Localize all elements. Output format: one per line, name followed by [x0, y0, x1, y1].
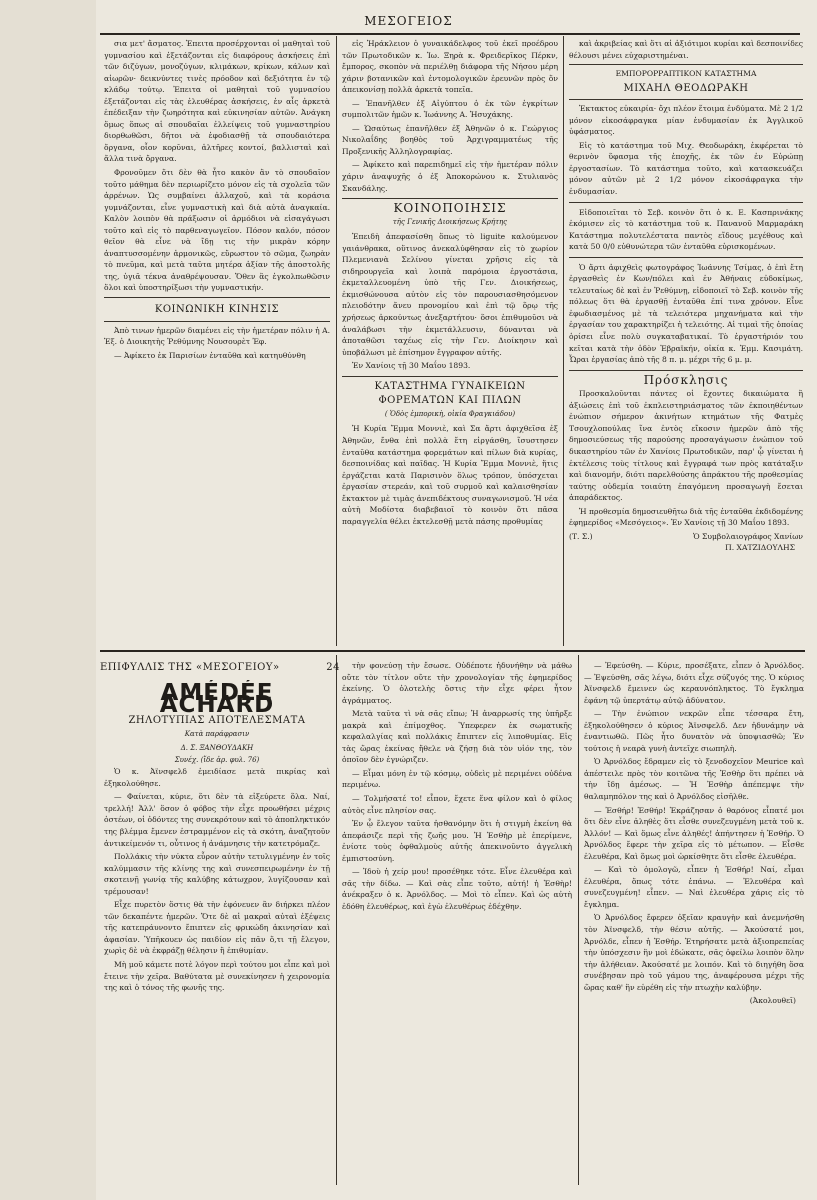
- shop-heading: ΚΑΤΑΣΤΗΜΑ ΓΥΝΑΙΚΕΙΩΝ: [374, 380, 526, 392]
- column-1-top: σια μετ' ἄσματος. Ἐπειτα προσέρχονται οἱ μαθηταὶ τοῦ γυμνασίου καὶ ἐξετάζονται εἰς διαφόρους ἀσκήσεις ἐπὶ τῶν διζύγων, μονοζύγων, κλιμάκων, κρίκων, κάλων καὶ αἰωρῶν· δεικνύντες τινὲς πρόοδον καὶ δεξιότητα ἐν τῷ κλάδῳ τούτῳ. Ἐπειτα οἱ μαθηταὶ τοῦ γυμνασίου ἐξετάζονται εἰς τὰς ἐλευθέρας ἀσκήσεις, ἐν αἷς ἀρκετὰ ἐπέδειξαν τὴν ζωηρότητα καὶ εὐκινησίαν αὐτῶν. Ἀνάγκη ὅμως ὅπως αἱ σπουδαῖαι ἐλλείψεις τοῦ γυμναστηρίου διορθωθῶσι, δῆτοι νὰ ἐφοδιασθῇ τὰ σπουδαιότερα ὄργανα, οἷον κορῦναι, ἁλτῆρες κοντοί, βαλλισταὶ καὶ ἄλλα τινὰ ὄργανα. Φρονοῦμεν ὅτι δὲν θὰ ἦτο κακὸν ἂν τὸ σπουδαῖον τοῦτο μάθημα δὲν περιωρίζετο μόνον εἰς τὰ σχολεῖα τῶν ἀρρένων. Ὡς συμβαίνει ἀλλαχοῦ, καὶ τὰ κοράσια γυμνάζονται, εἶνε γυμναστικὴ καὶ διὰ αὐτὰ ἀναγκαία. Καλὸν λοιπὸν θὰ πράξωσιν οἱ ἁρμόδιοι νὰ εἰσαγάγωσι τοῦτο καὶ εἰς τὸ παρθεναγωγεῖον. Πόσον καλόν, πόσον θεῖον θὰ εἶνε νὰ ἴδῃ τις τὴν μικρὰν κόρην ἀναπτυσσομένην ἁρμονικῶς, εὔρωστον τὸ σῶμα, ζωηρὰν τὸ πνεῦμα, καὶ μετὰ ταῦτα μητέρα ἀξίαν τῆς ἀποστολῆς της, ὑγιᾶ τέκνα ἀναθρέψουσαν. Ὅθεν ἂς ἐγκολπωθῶσιν ὅλοι καὶ ὑποστηρίξωσι τὴν γυμναστικήν. ΚΟΙΝΩΝΙΚΗ ΚΙΝΗΣΙΣ Ἀπὸ τινων ἡμερῶν διαμένει εἰς τὴν ἡμετέραν πόλιν ἡ Α. Ἐξ. ὁ Διοικητὴς Ῥεθύμνης Νουσουρὲτ Ἐφ. — Ἀφίκετο ἐκ Παρισίων ἐνταῦθα καὶ κατηυθύνθη: [104, 39, 330, 360]
- invitation-heading: Πρόσκλησις: [643, 372, 729, 387]
- left-margin: [0, 0, 96, 1200]
- column-2-bottom: τὴν φονεύσῃ τὴν ἔσωσε. Οὐδέποτε ἠδυνήθην νὰ μάθω οὔτε τὸν τίτλον οὔτε τὴν χρονολογίαν τῆς ἐφημερίδος ἐκείνης. Ὁ ὁλοτελὴς ὅστις τὴν εἶχε φέρει ἦτον ἀγράμματος. Μετὰ ταῦτα τὶ νὰ σᾶς εἴπω; Ἡ ἀναρρωσίς της ὑπῆρξε μακρὰ καὶ ἐπίμοχθος. Ὑπεφερεν ἐκ σωματικῆς κεφαλαλγίας καὶ πολλάκις ἔπιπτεν εἰς λιποθυμίας. Εἰς τὰς ὥρας ἐκείνας ἤθελε νὰ ζήσῃ διὰ τὸν υἱόν της, τὸν ὁποῖον δὲν ἐγνώριζεν. — Εἶμαι μόνη ἐν τῷ κόσμῳ, οὐδεὶς μὲ περιμένει οὐδένα περιμένω. — Τολμήσατέ το! εἶπον, ἔχετε ἕνα φίλον καὶ ὁ φίλος αὐτὸς εἶνε πλησίον σας. Ἐν ᾧ ἔλεγον ταῦτα ἠσθανόμην ὅτι ἡ στιγμὴ ἐκείνη θὰ ἀπεφάσιζε περὶ τῆς ζωῆς μου. Ἡ Ἐσθὴρ μὲ ἐπερίμενε, ἐνίοτε τοὺς ὀφθαλμοὺς αὐτῆς ἀπεκινοῦντο ἀγγελικὴ ἐμπιστοσύνη. — Ἰδοὺ ἡ χείρ μου! προσέθηκε τότε. Εἶνε ἐλευθέρα καὶ σᾶς τὴν δίδω. — Καὶ σὰς εἶπε τοῦτο, αὐτή! ἡ Ἐσθὴρ! ἀνέκραξεν ὁ κ. Ἀρνόλδος. — Μοὶ τὸ εἶπεν. Καὶ ὡς αὐτὴ ἐδόθη ἐλευθέρως, καὶ ἐγὼ ἐλευθέρως ἐδέχθην.: [342, 661, 572, 911]
- column-rule: [336, 655, 337, 1185]
- notice-subheading: τῆς Γενικῆς Διοικήσεως Κρήτης: [392, 217, 508, 226]
- notice-heading: ΚΟΙΝΟΠΟΙΗΣΙΣ: [393, 201, 507, 216]
- column-rule: [563, 36, 564, 646]
- column-rule: [578, 655, 579, 1185]
- ad-heading: ΕΜΠΟΡΟΡΡΑΠΤΙΚΟΝ ΚΑΤΑΣΤΗΜΑ: [615, 69, 757, 79]
- section-heading: ΚΟΙΝΩΝΙΚΗ ΚΙΝΗΣΙΣ: [154, 304, 280, 316]
- author-name: AMÉDÉE ACHARD: [159, 680, 275, 718]
- novel-title: ΖΗΛΟΤΥΠΙΑΣ ΑΠΟΤΕΛΕΣΜΑΤΑ: [128, 715, 306, 727]
- masthead: ΜΕΣΟΓΕΙΟΣ: [364, 14, 453, 28]
- section-divider: [100, 650, 805, 652]
- shop-subheading: ( Ὁδὸς ἐμπορικὴ, οἰκία Φραγκιάδου): [384, 409, 516, 418]
- ad-name: ΜΙΧΑΗΛ ΘΕΟΔΩΡΑΚΗ: [623, 82, 749, 94]
- column-1-bottom: AMÉDÉE ACHARD ΖΗΛΟΤΥΠΙΑΣ ΑΠΟΤΕΛΕΣΜΑΤΑ Κατὰ παράφρασιν Δ. Σ. ΞΑΝΘΟΥΔΑΚΗ Συνέχ. (ἴδε ἀρ. φυλ. 76) Ὁ κ. Ἀϊνσφελδ ἐμειδίασε μετὰ πικρίας καὶ ἐξηκολούθησε. — Φαίνεται, κύριε, ὅτι δὲν τὰ εἰξεύρετε ὅλα. Ναί, τρελλή! Ἀλλ' ὅσον ὁ φόβος τὴν εἶχε προωθήσει μέχρις ὀστέων, οἱ ὀδόντες της συνεκρότουν καὶ τὸ ἀποπληκτικόν της βλέμμα ἔμενεν ἐστραμμένον εἰς τὰ σκότη, ἀναζητοῦν ἀντικείμενόν τι, οὗτινος ἡ ἀνάμνησις τὴν κατετρόμαζε. Πολλάκις τὴν νύκτα εὗρον αὐτὴν τετυλιγμένην ἐν τοῖς καλύμμασιν τῆς κλίνης της καὶ συνεσπειρωμένην ἐν τῇ σκοτεινῇ γωνίᾳ τῆς καλύβης κάτωχρον, λυγίζουσαν καὶ τρέμουσαν! Εἶχε πυρετὸν ὅστις θὰ τὴν ἐφόνευεν ἂν διήρκει πλέον τῶν δεκαπέντε ἡμερῶν. Ὅτε δὲ αἱ μακραὶ αὐταὶ ἐξέψεις τῆς κατεπράυνοντο ἔπιπτεν εἰς φρικώδη ἀκινησίαν καὶ ἀφασίαν. Ὑπῆκουεν ὡς παιδίον εἰς πᾶν ὅ,τι τῇ ἔλεγον, χωρὶς δὲ νὰ ἐκφράζῃ θέλησιν ἢ ἐπιθυμίαν. Μὴ μοῦ κάμετε ποτὲ λόγον περὶ τούτου μοι εἶπε καὶ μοὶ ἔτεινε τὴν χεῖρα. Βαθύτατα μὲ συνεκίνησεν ἡ χειρονομία της καὶ ὁ τόνος τῆς φωνῆς της.: [104, 680, 330, 993]
- shop-heading-2: ΦΟΡΕΜΑΤΩΝ ΚΑΙ ΠΙΛΩΝ: [378, 395, 522, 407]
- column-3-bottom: — Ἐφεύσθη. — Κύριε, προσέξατε, εἶπεν ὁ Ἀρνόλδος. — Ἐψεύσθη, σᾶς λέγω, διότι εἶχε σύζυγός της. Ὁ κύριος Ἀϊνσφελδ ἔμεινεν ὡς κεραυνόπληκτος. Τὸ ἔγκλημα ἐφάνη τῷ ὑπερτάτῳ αὐτῷ ἀδύνατον. — Τὴν ἐνώπιον νεκρῶν εἶπε τέσσαρα ἔτη, ἐξηκολούθησεν ὁ κύριος Ἀϊνσφελδ. Δεν ἠδυνάμην νὰ ἐναντιωθῶ. Πῶς ἦτο δυνατὸν νὰ ὑποψιασθῶ; Ἐν τούτοις ἡ νεαρὰ γυνὴ ἀντεῖχε σιωπηλὴ. Ὁ Ἀρνόλδος ἔδραμεν εἰς τὸ ξενοδοχεῖον Meurice καὶ ἀπέστειλε πρὸς τὸν κοιτῶνα τῆς Ἐσθὴρ ὅτι πρέπει νὰ τὴν ἴδῃ ἀμέσως. — Ἡ Ἐσθὴρ ἀπέπεμψε τὴν θαλαμηπόλον της καὶ ὁ Ἀρνόλδος εἰσῆλθε. — Ἐσθήρ! Ἐσθήρ! Ἐκράζησαν ὁ θαρόνος εἶπατέ μοι ὅτι δὲν εἶνε ἀληθὲς ὅτι εἶσθε συνεζευγμένη μετὰ τοῦ κ. Ἀλλόν! — Καὶ ὅμως εἶνε ἀληθές! ἀπήντησεν ἡ Ἐσθήρ. Ὁ Ἀρνόλδος ἔφερε τὴν χεῖρα εἰς τὸ μέτωπον. — Εἶσθε ἐλευθέρα, Καὶ ὅμως μοὶ ὡρκίσθητε ὅτι εἶσθε ἐλευθέρα. — Καὶ τὸ ὁμολογῶ, εἶπεν ἡ Ἐσθήρ! Ναί, εἶμαι ἐλευθέρα, ὅπως τότε ἐπάνω. — Ἐλευθέρα καὶ συνεζευγμένη! εἶπεν. — Ναὶ ἐλευθέρα χάρις εἰς τὸ ἔγκλημα. Ὁ Ἀρνόλδος ἔφερεν ὀξεῖαν κραυγὴν καὶ ἀνεμνήσθη τὸν Ἀϊνσφελδ, τὴν θέσιν αὐτῆς. — Ἀκούσατέ μοι, Ἀρνόλδε, εἶπεν ἡ Ἐσθήρ. Ἐτηρήσατε μετὰ ἀξιοπρεπείας τὴν ὑπόσχεσιν ἣν μοὶ ἐδώκατε, σᾶς ὀφείλω λοιπὸν ὅλην τὴν ἀλήθειαν. Ἀκούσατέ με λοιπόν. Καὶ τὸ διηγήθη ὅσα συνέβησαν πρὸ τοῦ γάμου της, ἀναφέρουσα μέχρι τῆς ὥρας καθ' ἣν εὑρέθη εἰς τὴν πτωχὴν καλύβην. (Ἀκολουθεῖ): [584, 661, 804, 1006]
- feuilleton-header: ΕΠΙΦΥΛΛΙΣ ΤΗΣ «ΜΕΣΟΓΕΙΟΥ» 24: [100, 662, 340, 673]
- masthead-rule: [100, 33, 800, 35]
- column-rule: [336, 36, 337, 646]
- column-3-top: καὶ ἀκριβείας καὶ ὅτι αἱ ἀξιότιμοι κυρίαι καὶ δεσποινίδες θέλουσι μένει εὐχαριστημέναι. ΕΜΠΟΡΟΡΡΑΠΤΙΚΟΝ ΚΑΤΑΣΤΗΜΑ ΜΙΧΑΗΛ ΘΕΟΔΩΡΑΚΗ Ἐκτακτος εὐκαιρία· ὄχι πλέον ἕτοιμα ἐνδύματα. Μὲ 2 1/2 μόνον εἰκοσάφραγκα μίαν ἐνδυμασίαν ἐκ Ἀγγλικοῦ ὑφάσματος. Εἰς τὸ κατάστημα τοῦ Μιχ. Θεοδωράκη, ἐκφέρεται τὸ θερινὸν ὕφασμα τῆς ἐποχῆς, ἐκ τῶν ἐν Εὐρώπῃ ἐργοστασίων. Τὸ κατάστημα τοῦτο, καὶ κατασκευάζει μόνον αὐτῶν μὲ 2 1/2 μόνον εἰκοσάφραγκα τὴν ἐνδυμασίαν. Εἰδοποιεῖται τὸ Σεβ. κοινὸν ὅτι ὁ κ. Ε. Κασπρινάκης ἐκόμισεν εἰς τὸ κατάστημα τοῦ κ. Πανανοῦ Μαρμαράκη Κατάστημα πολυτελέστατα παντὸς εἴδους μεγέθους καὶ κατὰ 50 0/0 εὐθυνώτερα τῶν ἐνταῦθα εὑρισκομένων. Ὁ ἄρτι ἀφιχθεὶς φωτογράφος Ἰωάννης Τσίμας, ὁ ἐπὶ ἔτη ἐργασθεὶς ἐν Κων/πόλει καὶ ἐν Ἀθήναις εὐδοκίμως, τελευταίως δὲ καὶ ἐν Ῥεθύμνῃ, εἰδοποιεῖ τὸ Σεβ. κοινὸν τῆς πόλεως ὅτι θὰ ἐργασθῇ ἐνταῦθα ἐπί τινα χρόνον. Εἶνε ἐφωδιασμένος μὲ τὰ τελειότερα μηχανήματα καὶ τὴν ἐργασίαν του χαρακτηρίζει ἡ τελειότης. Αἱ τιμαὶ τῆς ὁποίας ὁρίσει εἶνε πολὺ συγκαταβατικαί. Τὸ ἐργαστήριόν του κεῖται κατὰ τὴν ὁδὸν Ἑβραϊκήν, οἰκία κ. Ἐμμ. Κασιμάτη. Ὧραι ἐργασίας ἀπὸ τῆς 8 π. μ. μέχρι τῆς 6 μ. μ. Πρόσκλησις Προσκαλοῦνται πάντες οἱ ἔχοντες δικαιώματα ἢ ἀξιώσεις ἐπὶ τοῦ ἐκπλειστηριάσματος τῶν ἐκποιηθέντων ἐνώπιον σήμερον ἀκινήτων κτημάτων τῆς Φατμὲς Τσουχλοπούλας ἵνα ἐντὸς εἴκοσιν ἡμερῶν ἀπὸ τῆς δημοσιεύσεως τῆς παρούσης προσαγάγωσιν ἐνώπιον τοῦ δικαστηρίου τῶν ἐν Χανίοις Πρωτοδικῶν, παρ' ᾧ γίνεται ἡ ἐκτέλεσις τοὺς τίτλους καὶ ἔγγραφά των πρὸς κατάταξιν καὶ διανομήν, διότι παρελθούσης ἀπράκτου τῆς προθεσμίας ταύτης οὐδεμία τοιαύτη ἐπαγόμενη προσαγωγὴ ἔσεται ἀπαράδεκτος. Ἡ προθεσμία δημοσιευθῆτω διὰ τῆς ἐνταῦθα ἐκδιδομένης ἐφημερίδος «Μεσόγειος». Ἐν Χανίοις τῇ 30 Μαΐου 1893. (Τ. Σ.) Ὁ Συμβολαιογράφος Χανίων Π. ΧΑΤΖΙΔΟΥΛΗΣ: [569, 39, 803, 553]
- column-2-top: εἰς Ἡράκλειον ὁ γυναικάδελφος τοῦ ἐκεῖ προέδρου τῶν Πρωτοδικῶν κ. Ἰω. Ξηρὰ κ. Φρειδερῖκος Πέρκν, ἔμπορος, σκοπὸν νὰ περιέλθῃ διάφορα τῆς Νήσου μέρη χάριν βοτανικῶν καὶ ἐντομολογικῶν ἐρευνῶν πρὸς ὅν ἀπεικονίσῃ πολλὰ ἀρκετὰ τοπεῖα. — Ἐπανῆλθεν ἐξ Αἰγύπτου ὁ ἐκ τῶν ἐγκρίτων συμπολιτῶν ἡμῶν κ. Ἰωάννης Α. Ἡσυχάκης. — Ὡσαύτως ἐπανῆλθεν ἐξ Ἀθηνῶν ὁ κ. Γεώργιος Νικολαΐδης βοηθὸς τοῦ Ἀρχιγραμματέως τῆς Προξενικῆς Ἀλληλογραφίας. — Ἀφίκετο καὶ παρεπιδημεῖ εἰς τὴν ἡμετέραν πόλιν χάριν ἀναψυχῆς ὁ ἐξ Ἀποκορώνου κ. Στυλιανὸς Σκανδάλης. ΚΟΙΝΟΠΟΙΗΣΙΣ τῆς Γενικῆς Διοικήσεως Κρήτης Ἐπειδὴ ἀπεφασίσθη ὅπως τὸ liguite καλούμενον γαιάνθρακα, οὕτινος ἀνεκαλύφθησαν εἰς τὸ χωρίον Πλεμενιανὰ Σελίνου γίνεται χρῆσις εἰς τὰ σιδηρουργεῖα καὶ λοιπὰ παρόμοια ἐργοστάσια, ἐκμεταλλευομένη ὑπὸ τῆς Γεν. Διοικήσεως, ἐκμισθώνουσα αὐτὸν εἰς τὸν παρουσιασθησόμενον πλειοδότην ἄνευ προνομίου καὶ ἐπὶ τῷ ὅρῳ τῆς χρήσεως ἀρκούντως ἀνεξαρτήτου· ὅσοι ἐπιθυμοῦσι νὰ ἀναλάβωσι τὴν ἐκμετάλλευσιν, δύνανται νὰ ἀποταθῶσι ταχέως εἰς τὴν Γεν. Διοίκησιν καὶ ὑποβάλωσι μὲ ἐπίσημον ἔγγραφον αὐτῆς. Ἐν Χανίοις τῇ 30 Μαΐου 1893. ΚΑΤΑΣΤΗΜΑ ΓΥΝΑΙΚΕΙΩΝ ΦΟΡΕΜΑΤΩΝ ΚΑΙ ΠΙΛΩΝ ( Ὁδὸς ἐμπορικὴ, οἰκία Φραγκιάδου) Ἡ Κυρία Ἔμμα Μοννιὲ, καὶ Σα ἄρτι ἀφιχθεῖσα ἐξ Ἀθηνῶν, ἔνθα ἐπὶ πολλὰ ἔτη εἰργάσθη, ἵσυστησεν ἐνταῦθα κατάστημα φορεμάτων καὶ πίλων διὰ κυρίας, δεσποινίδας καὶ παῖδας. Ἡ Κυρία Ἔμμα Μοννιὲ, ἥτις ἐργάζεται κατὰ Παρισινὸν ὅλως τρόπον, ὑπόσχεται ἐργασίαν στερεάν, καὶ τοῦ συρμοῦ καὶ καλαισθησίαν ἔκτακτον μὲ τιμὰς ἀνεπιδέκτους συναγωνισμοῦ. Ἡ νέα αὐτὴ Μοδίστα διαβεβαιοῖ τὸ κοινὸν ὅτι πᾶσα παραγγελία θέλει ἐκτελεσθῇ μετὰ πάσης προθυμίας: [342, 39, 558, 526]
